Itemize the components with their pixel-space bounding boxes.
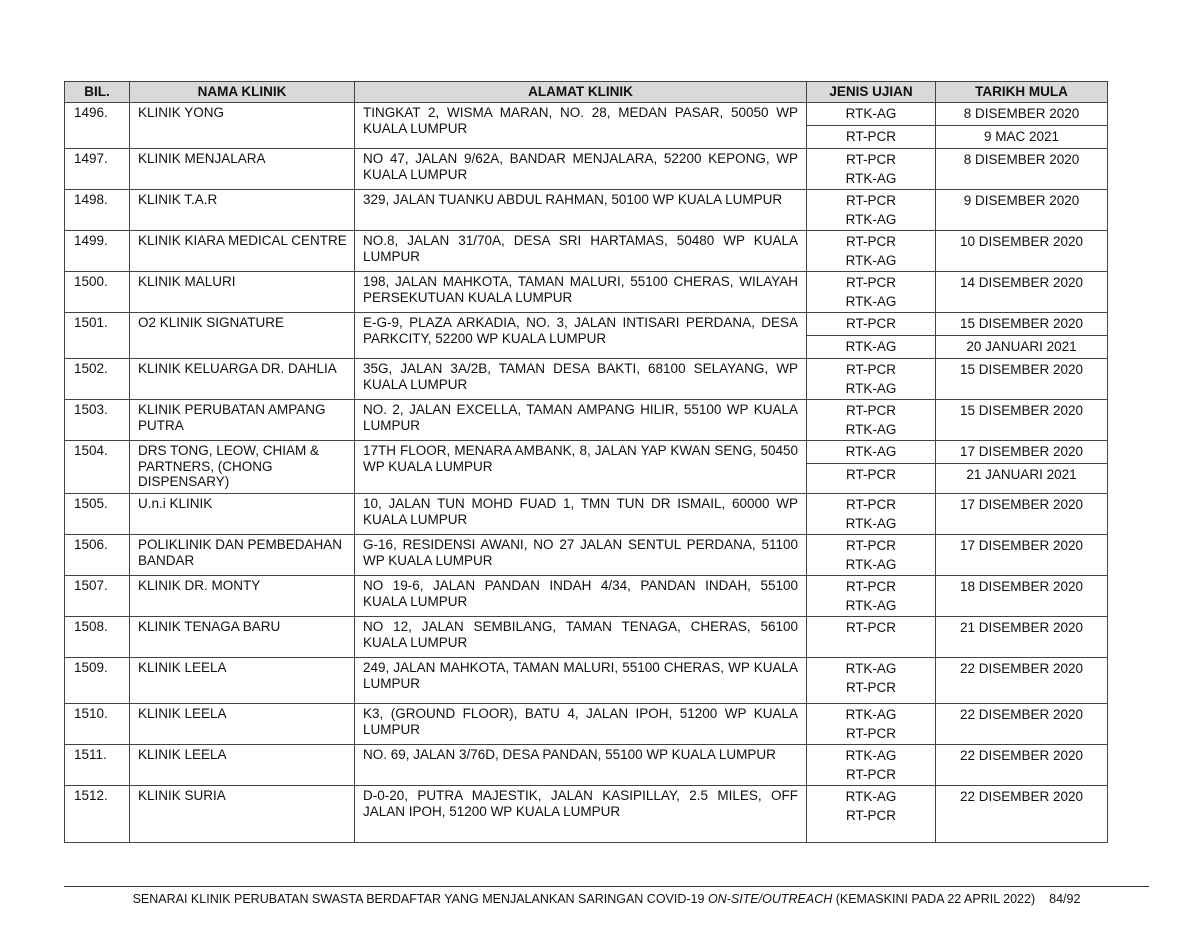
cell-jenis-ujian xyxy=(807,149,936,190)
start-date: 14 DISEMBER 2020 xyxy=(959,275,1084,290)
table-row xyxy=(65,786,1108,843)
table-row xyxy=(65,441,1108,494)
start-date: 9 MAC 2021 xyxy=(983,129,1060,144)
test-type: RTK-AG xyxy=(845,294,897,309)
cell-jenis-ujian xyxy=(807,786,936,843)
cell-nama-klinik: U.n.i KLINIK xyxy=(130,494,355,535)
test-type-list xyxy=(807,704,935,743)
test-type: RT-PCR xyxy=(845,152,896,167)
cell-nama-klinik: KLINIK DR. MONTY xyxy=(130,576,355,617)
test-type-list xyxy=(807,149,935,188)
cell-jenis-ujian xyxy=(807,617,936,658)
cell-alamat-klinik: NO.8, JALAN 31/70A, DESA SRI HARTAMAS, 50480 WP KUALA LUMPUR xyxy=(355,231,807,272)
cell-alamat-klinik: NO. 2, JALAN EXCELLA, TAMAN AMPANG HILIR, 55100 WP KUALA LUMPUR xyxy=(355,400,807,441)
cell-nama-klinik: KLINIK T.A.R xyxy=(130,190,355,231)
cell-jenis-ujian xyxy=(807,494,936,535)
footer-title xyxy=(133,892,1036,906)
test-type: RT-PCR xyxy=(845,808,896,823)
cell-alamat-klinik: E-G-9, PLAZA ARKADIA, NO. 3, JALAN INTISARI PERDANA, DESA PARKCITY, 52200 WP KUALA LUMPUR xyxy=(355,313,807,359)
cell-bil: 1502. xyxy=(65,359,130,400)
cell-jenis-ujian xyxy=(807,359,936,400)
start-date: 9 DISEMBER 2020 xyxy=(963,193,1080,208)
header-tarikh-mula: TARIKH MULA xyxy=(936,82,1108,103)
test-type: RTK-AG xyxy=(845,422,897,437)
start-date: 15 DISEMBER 2020 xyxy=(959,362,1084,377)
cell-bil: 1509. xyxy=(65,658,130,704)
cell-bil: 1512. xyxy=(65,786,130,843)
test-type-list xyxy=(807,658,935,697)
cell-nama-klinik: POLIKLINIK DAN PEMBEDAHAN BANDAR xyxy=(130,535,355,576)
cell-jenis-ujian xyxy=(807,400,936,441)
cell-alamat-klinik: 198, JALAN MAHKOTA, TAMAN MALURI, 55100 CHERAS, WILAYAH PERSEKUTUAN KUALA LUMPUR xyxy=(355,272,807,313)
cell-alamat-klinik: 329, JALAN TUANKU ABDUL RAHMAN, 50100 WP KUALA LUMPUR xyxy=(355,190,807,231)
test-type: RT-PCR xyxy=(845,129,896,144)
cell-tarikh-mula xyxy=(936,494,1108,535)
cell-nama-klinik: KLINIK PERUBATAN AMPANG PUTRA xyxy=(130,400,355,441)
table-row xyxy=(65,745,1108,786)
cell-bil: 1503. xyxy=(65,400,130,441)
table-row xyxy=(65,535,1108,576)
start-date: 22 DISEMBER 2020 xyxy=(959,707,1084,722)
cell-bil: 1498. xyxy=(65,190,130,231)
test-type-list xyxy=(807,617,935,637)
cell-jenis-ujian xyxy=(807,313,936,359)
cell-alamat-klinik: 10, JALAN TUN MOHD FUAD 1, TMN TUN DR ISMAIL, 60000 WP KUALA LUMPUR xyxy=(355,494,807,535)
header-alamat-klinik: ALAMAT KLINIK xyxy=(355,82,807,103)
test-type: RTK-AG xyxy=(845,516,897,531)
cell-nama-klinik: KLINIK SURIA xyxy=(130,786,355,843)
cell-alamat-klinik: NO 19-6, JALAN PANDAN INDAH 4/34, PANDAN INDAH, 55100 KUALA LUMPUR xyxy=(355,576,807,617)
cell-tarikh-mula xyxy=(936,535,1108,576)
page-footer xyxy=(64,892,1149,906)
cell-bil: 1499. xyxy=(65,231,130,272)
test-type-list xyxy=(807,190,935,229)
test-type: RT-PCR xyxy=(845,275,896,290)
cell-bil: 1507. xyxy=(65,576,130,617)
start-date: 22 DISEMBER 2020 xyxy=(959,789,1084,804)
header-bil: BIL. xyxy=(65,82,130,103)
start-date: 8 DISEMBER 2020 xyxy=(963,152,1080,167)
cell-jenis-ujian xyxy=(807,704,936,745)
start-date: 22 DISEMBER 2020 xyxy=(959,661,1084,676)
cell-nama-klinik: KLINIK MALURI xyxy=(130,272,355,313)
test-type-list xyxy=(807,400,935,439)
cell-jenis-ujian xyxy=(807,658,936,704)
test-type: RTK-AG xyxy=(845,253,897,268)
cell-tarikh-mula xyxy=(936,313,1108,359)
table-row xyxy=(65,704,1108,745)
cell-alamat-klinik: NO. 69, JALAN 3/76D, DESA PANDAN, 55100 WP KUALA LUMPUR xyxy=(355,745,807,786)
footer-title-date: (KEMASKINI PADA 22 APRIL 2022) xyxy=(832,892,1036,906)
table-row xyxy=(65,359,1108,400)
cell-bil: 1504. xyxy=(65,441,130,494)
cell-nama-klinik: KLINIK KIARA MEDICAL CENTRE xyxy=(130,231,355,272)
test-type-list xyxy=(807,359,935,398)
footer-rule xyxy=(64,886,1149,887)
table-row xyxy=(65,576,1108,617)
cell-jenis-ujian xyxy=(807,231,936,272)
cell-jenis-ujian xyxy=(807,190,936,231)
cell-tarikh-mula xyxy=(936,786,1108,843)
cell-nama-klinik: O2 KLINIK SIGNATURE xyxy=(130,313,355,359)
start-date: 15 DISEMBER 2020 xyxy=(959,403,1084,418)
cell-bil: 1497. xyxy=(65,149,130,190)
test-type: RT-PCR xyxy=(845,467,896,482)
test-type: RT-PCR xyxy=(845,538,896,553)
cell-tarikh-mula xyxy=(936,617,1108,658)
cell-alamat-klinik: 249, JALAN MAHKOTA, TAMAN MALURI, 55100 CHERAS, WP KUALA LUMPUR xyxy=(355,658,807,704)
test-type: RTK-AG xyxy=(845,789,897,804)
start-date: 10 DISEMBER 2020 xyxy=(959,234,1084,249)
table-header-row xyxy=(65,82,1108,103)
footer-title-text: SENARAI KLINIK PERUBATAN SWASTA BERDAFTAR YANG MENJALANKAN SARINGAN COVID-19 xyxy=(132,892,708,906)
header-jenis-ujian: JENIS UJIAN xyxy=(807,82,936,103)
cell-jenis-ujian xyxy=(807,103,936,149)
cell-alamat-klinik: D-0-20, PUTRA MAJESTIK, JALAN KASIPILLAY, 2.5 MILES, OFF JALAN IPOH, 51200 WP KUALA LUMPUR xyxy=(355,786,807,843)
test-type: RT-PCR xyxy=(845,497,896,512)
cell-tarikh-mula xyxy=(936,231,1108,272)
test-type: RTK-AG xyxy=(845,212,897,227)
cell-jenis-ujian xyxy=(807,535,936,576)
table-row xyxy=(65,149,1108,190)
table-row xyxy=(65,231,1108,272)
start-date: 8 DISEMBER 2020 xyxy=(936,103,1107,126)
cell-bil: 1511. xyxy=(65,745,130,786)
test-type-list xyxy=(807,272,935,311)
cell-tarikh-mula xyxy=(936,658,1108,704)
start-date: 17 DISEMBER 2020 xyxy=(959,538,1084,553)
cell-tarikh-mula xyxy=(936,745,1108,786)
start-date: 21 DISEMBER 2020 xyxy=(959,620,1084,635)
test-type: RTK-AG xyxy=(845,598,897,613)
cell-alamat-klinik: G-16, RESIDENSI AWANI, NO 27 JALAN SENTUL PERDANA, 51100 WP KUALA LUMPUR xyxy=(355,535,807,576)
cell-bil: 1501. xyxy=(65,313,130,359)
cell-nama-klinik: KLINIK MENJALARA xyxy=(130,149,355,190)
table-row xyxy=(65,658,1108,704)
cell-tarikh-mula xyxy=(936,576,1108,617)
page-number: 84/92 xyxy=(1049,892,1081,906)
start-date: 15 DISEMBER 2020 xyxy=(936,313,1107,336)
cell-tarikh-mula xyxy=(936,400,1108,441)
cell-alamat-klinik: 35G, JALAN 3A/2B, TAMAN DESA BAKTI, 68100 SELAYANG, WP KUALA LUMPUR xyxy=(355,359,807,400)
start-date: 22 DISEMBER 2020 xyxy=(959,748,1084,763)
test-type: RTK-AG xyxy=(845,381,897,396)
cell-jenis-ujian xyxy=(807,745,936,786)
cell-alamat-klinik: NO 47, JALAN 9/62A, BANDAR MENJALARA, 52200 KEPONG, WP KUALA LUMPUR xyxy=(355,149,807,190)
test-type-list xyxy=(807,576,935,615)
cell-jenis-ujian xyxy=(807,576,936,617)
start-date: 17 DISEMBER 2020 xyxy=(959,497,1084,512)
test-type: RT-PCR xyxy=(845,193,896,208)
cell-jenis-ujian xyxy=(807,272,936,313)
table-body xyxy=(65,103,1108,843)
test-type: RTK-AG xyxy=(807,103,935,126)
test-type-list xyxy=(807,745,935,784)
test-type-list xyxy=(807,231,935,270)
test-type: RTK-AG xyxy=(845,339,897,354)
test-type: RT-PCR xyxy=(845,620,896,635)
cell-bil: 1508. xyxy=(65,617,130,658)
cell-alamat-klinik: TINGKAT 2, WISMA MARAN, NO. 28, MEDAN PASAR, 50050 WP KUALA LUMPUR xyxy=(355,103,807,149)
test-type-list xyxy=(807,535,935,574)
cell-nama-klinik: KLINIK LEELA xyxy=(130,658,355,704)
cell-tarikh-mula xyxy=(936,149,1108,190)
cell-nama-klinik: KLINIK LEELA xyxy=(130,745,355,786)
test-type: RTK-AG xyxy=(845,661,897,676)
test-type-list xyxy=(807,786,935,825)
cell-bil: 1510. xyxy=(65,704,130,745)
start-date: 17 DISEMBER 2020 xyxy=(936,441,1107,464)
header-nama-klinik: NAMA KLINIK xyxy=(130,82,355,103)
test-type: RTK-AG xyxy=(845,707,897,722)
table-row xyxy=(65,617,1108,658)
test-type: RT-PCR xyxy=(845,362,896,377)
table-row xyxy=(65,400,1108,441)
footer-title-italic: ON-SITE/OUTREACH xyxy=(707,892,833,906)
test-type: RT-PCR xyxy=(807,313,935,336)
cell-nama-klinik: KLINIK TENAGA BARU xyxy=(130,617,355,658)
cell-tarikh-mula xyxy=(936,359,1108,400)
cell-tarikh-mula xyxy=(936,441,1108,494)
cell-tarikh-mula xyxy=(936,704,1108,745)
test-type: RTK-AG xyxy=(845,557,897,572)
cell-nama-klinik: KLINIK KELUARGA DR. DAHLIA xyxy=(130,359,355,400)
test-type: RTK-AG xyxy=(845,748,897,763)
start-date: 20 JANUARI 2021 xyxy=(966,339,1077,354)
table-row xyxy=(65,103,1108,149)
test-type: RT-PCR xyxy=(845,403,896,418)
cell-bil: 1500. xyxy=(65,272,130,313)
table-row xyxy=(65,494,1108,535)
start-date: 18 DISEMBER 2020 xyxy=(959,579,1084,594)
cell-nama-klinik: DRS TONG, LEOW, CHIAM & PARTNERS, (CHONG DISPENSARY) xyxy=(130,441,355,494)
test-type: RTK-AG xyxy=(807,441,935,464)
test-type-list xyxy=(807,494,935,533)
cell-tarikh-mula xyxy=(936,190,1108,231)
cell-alamat-klinik: 17TH FLOOR, MENARA AMBANK, 8, JALAN YAP KWAN SENG, 50450 WP KUALA LUMPUR xyxy=(355,441,807,494)
test-type: RT-PCR xyxy=(845,680,896,695)
cell-tarikh-mula xyxy=(936,272,1108,313)
cell-alamat-klinik: NO 12, JALAN SEMBILANG, TAMAN TENAGA, CHERAS, 56100 KUALA LUMPUR xyxy=(355,617,807,658)
table-row xyxy=(65,190,1108,231)
cell-bil: 1496. xyxy=(65,103,130,149)
cell-alamat-klinik: K3, (GROUND FLOOR), BATU 4, JALAN IPOH, 51200 WP KUALA LUMPUR xyxy=(355,704,807,745)
test-type: RT-PCR xyxy=(845,234,896,249)
cell-nama-klinik: KLINIK LEELA xyxy=(130,704,355,745)
table-row xyxy=(65,313,1108,359)
test-type: RT-PCR xyxy=(845,726,896,741)
clinic-table xyxy=(64,81,1108,843)
test-type: RT-PCR xyxy=(845,767,896,782)
cell-bil: 1506. xyxy=(65,535,130,576)
start-date: 21 JANUARI 2021 xyxy=(966,467,1077,482)
cell-tarikh-mula xyxy=(936,103,1108,149)
test-type: RTK-AG xyxy=(845,171,897,186)
cell-jenis-ujian xyxy=(807,441,936,494)
cell-nama-klinik: KLINIK YONG xyxy=(130,103,355,149)
table-row xyxy=(65,272,1108,313)
test-type: RT-PCR xyxy=(845,579,896,594)
cell-bil: 1505. xyxy=(65,494,130,535)
